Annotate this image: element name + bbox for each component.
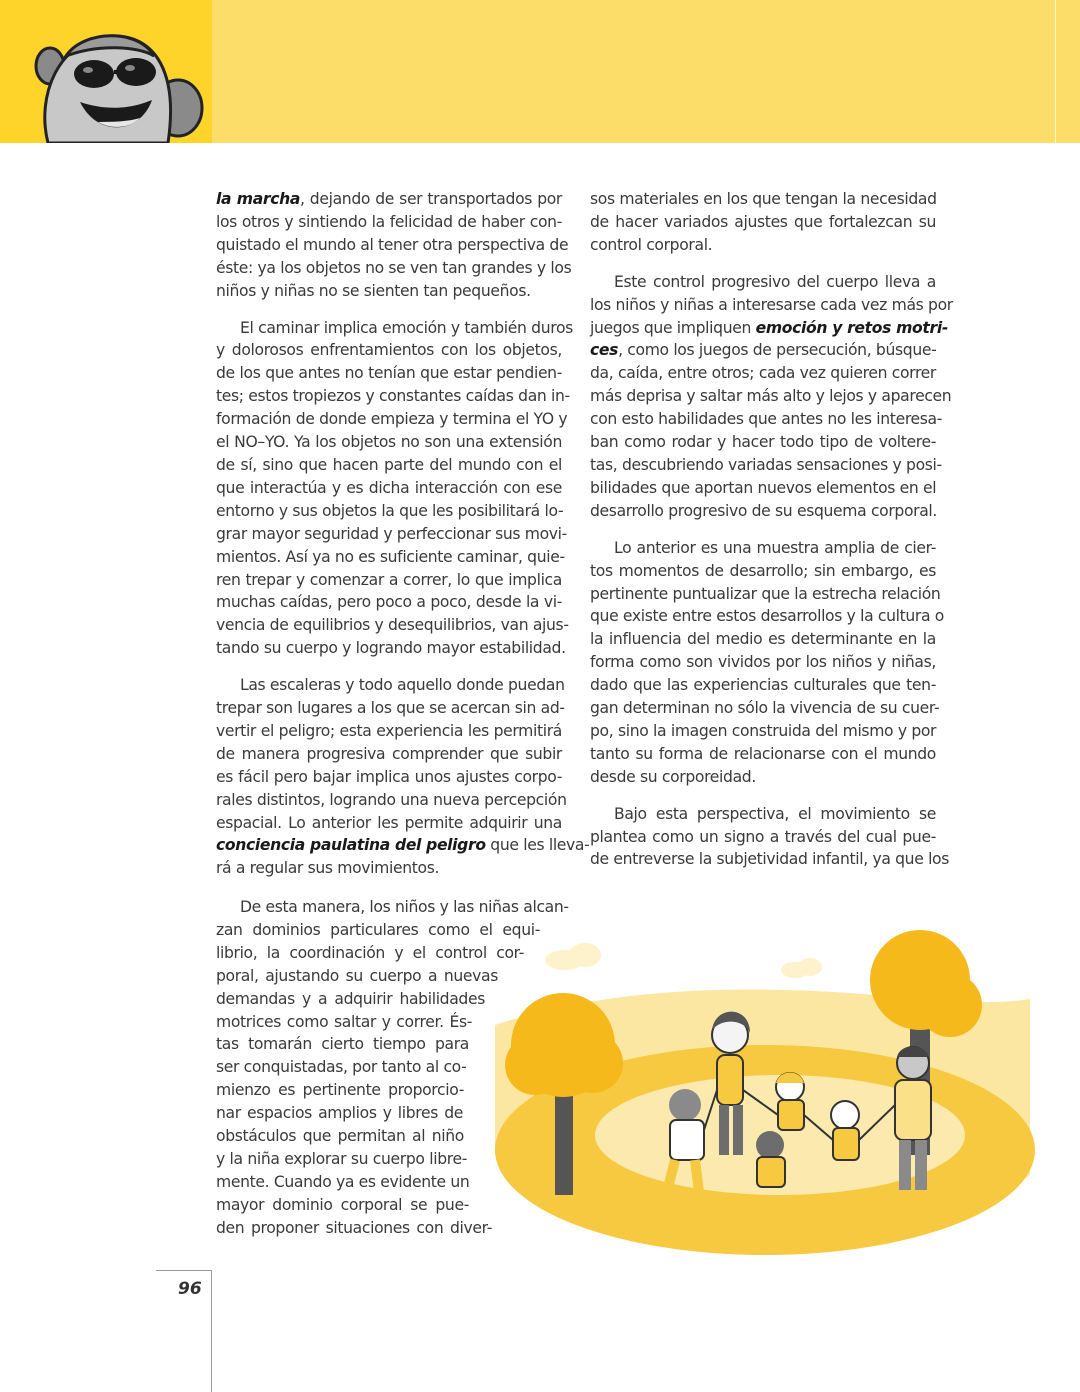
text-line: librio, la coordinación y el control cor- [216,943,524,962]
text-line: éste: ya los objetos no se ven tan grandes y los [216,258,572,277]
children-playing-illustration [495,925,1035,1265]
text-line: grar mayor seguridad y perfeccionar sus movi- [216,524,567,543]
text-line: ban como rodar y hacer todo tipo de voltere- [590,433,936,452]
text-line: que interactúa y es dicha interacción con ese [216,478,562,497]
text-line: de hacer variados ajustes que fortalezcan su [590,212,936,231]
child-figure [756,1131,785,1187]
text-line: niños y niñas no se sienten tan pequeños. [216,281,531,300]
text-line: tes; estos tropiezos y constantes caídas dan in- [216,387,570,406]
text-line: mayor dominio corporal se pue- [216,1195,469,1214]
text-line: formación de donde empieza y termina el YO y [216,410,568,429]
text-line: , dejando de ser transportados por [300,190,562,208]
text-line: Lo anterior es una muestra amplia de cier- [614,538,936,557]
text-line: los otros y sintiendo la felicidad de haber con- [216,212,562,231]
text-line: tos momentos de desarrollo; sin embargo, es [590,561,936,580]
text-line: control corporal. [590,235,713,254]
left-column [216,188,590,894]
text-line: , como los juegos de persecución, búsque- [618,341,937,360]
text-line: poral, ajustando su cuerpo a nuevas [216,966,498,985]
text-line: tanto su forma de relacionarse con el mundo [590,744,936,763]
text-line: nar espacios amplios y libres de [216,1104,463,1123]
text-line: juegos que impliquen [590,318,756,337]
text-line: tando su cuerpo y logrando mayor estabilidad. [216,639,566,658]
text-line: rá a regular sus movimientos. [216,859,440,878]
text-line: es fácil pero bajar implica unos ajustes corpo- [216,767,562,786]
text-line: los niños y niñas a interesarse cada vez más por [590,295,953,314]
text-line: gan determinan no sólo la vivencia de su cuer- [590,699,940,718]
text-line: con esto habilidades que antes no les interesa- [590,410,943,429]
text-line: desde su corporeidad. [590,767,756,786]
footer-rule [211,1270,212,1392]
text-line: bilidades que aportan nuevos elementos en el [590,478,937,497]
text-line: mientos. Así ya no es suficiente caminar, quie- [216,547,565,566]
text-line: dado que las experiencias culturales que ten- [590,676,936,695]
paragraph [590,271,953,523]
emphasis-text: emoción y retos motri- [755,318,948,337]
text-line: ser conquistadas, por tanto al co- [216,1058,467,1077]
emphasis-text: conciencia paulatina del peligro [216,836,486,855]
child-figure [776,1073,804,1131]
paragraph [590,537,945,789]
text-line: De esta manera, los niños y las niñas alcan- [240,898,569,916]
paragraph [216,674,590,880]
paragraph [590,188,936,257]
text-line: vertir el peligro; esta experiencia les permitirá [216,721,562,740]
header-divider [1055,0,1056,143]
mascot-icon [28,26,208,143]
emphasis-text: la marcha [216,190,301,208]
text-line: y dolorosos enfrentamientos con los objetos, [216,341,562,360]
text-line: Este control progresivo del cuerpo lleva a [614,272,936,291]
text-line: plantea como un signo a través del cual pue- [590,827,936,846]
text-line: que les lleva- [485,836,590,855]
emphasis-text: ces [590,341,619,360]
text-line: forma como son vividos por los niños y niñas, [590,653,936,672]
text-line: obstáculos que permitan al niño [216,1127,464,1146]
text-line: espacial. Lo anterior les permite adquirir una [216,813,562,832]
text-line: de manera progresiva comprender que subir [216,744,562,763]
text-line: tas tomarán cierto tiempo para [216,1035,469,1054]
text-line: de sí, sino que hacen parte del mundo con el [216,455,562,474]
text-line: El caminar implica emoción y también duros [240,318,573,337]
text-line: zan dominios particulares como el equi- [216,920,540,939]
paragraph [216,317,573,661]
text-line: y la niña explorar su cuerpo libre- [216,1149,467,1168]
text-line: tas, descubriendo variadas sensaciones y posi- [590,455,942,474]
text-line: más deprisa y saltar más alto y lejos y aparecen [590,387,952,406]
text-line: de entreverse la subjetividad infantil, ya que los [590,850,950,869]
text-line: quistado el mundo al tener otra perspectiva de [216,235,569,254]
child-figure [831,1101,859,1160]
text-line: vencia de equilibrios y desequilibrios, van ajus- [216,616,569,635]
text-line: pertinente puntualizar que la estrecha relación [590,584,941,603]
text-line: que existe entre estos desarrollos y la cultura o [590,607,945,626]
text-line: muchas caídas, pero poco a poco, desde la vi- [216,593,562,612]
text-line: desarrollo progresivo de su esquema corporal. [590,501,938,520]
text-line: Bajo esta perspectiva, el movimiento se [614,804,936,823]
text-line: de los que antes no tenían que estar pendien- [216,364,562,383]
text-line: entorno y sus objetos la que les posibilitará lo- [216,501,564,520]
text-line: rales distintos, logrando una nueva percepción [216,790,567,809]
text-line: la influencia del medio es determinante en la [590,630,936,649]
text-line: sos materiales en los que tengan la necesidad [590,190,937,208]
text-line: demandas y a adquirir habilidades [216,989,485,1008]
text-line: po, sino la imagen construida del mismo y por [590,721,937,740]
text-line: mienzo es pertinente proporcio- [216,1081,464,1100]
text-line: da, caída, entre otros; cada vez quieren correr [590,364,936,383]
text-line: motrices como saltar y correr. És- [216,1012,472,1031]
footer-rule [156,1270,212,1271]
text-line: ren trepar y comenzar a correr, lo que implica [216,570,562,589]
paragraph [216,188,572,303]
page-number: 96 [178,1279,202,1299]
paragraph [590,803,950,872]
right-column [590,188,953,885]
text-line: den proponer situaciones con diver- [216,1218,492,1237]
text-line: el NO–YO. Ya los objetos no son una extensión [216,433,562,452]
text-line: trepar son lugares a los que se acercan sin ad- [216,699,565,718]
text-line: mente. Cuando ya es evidente un [216,1172,470,1191]
text-line: Las escaleras y todo aquello donde puedan [240,676,565,695]
